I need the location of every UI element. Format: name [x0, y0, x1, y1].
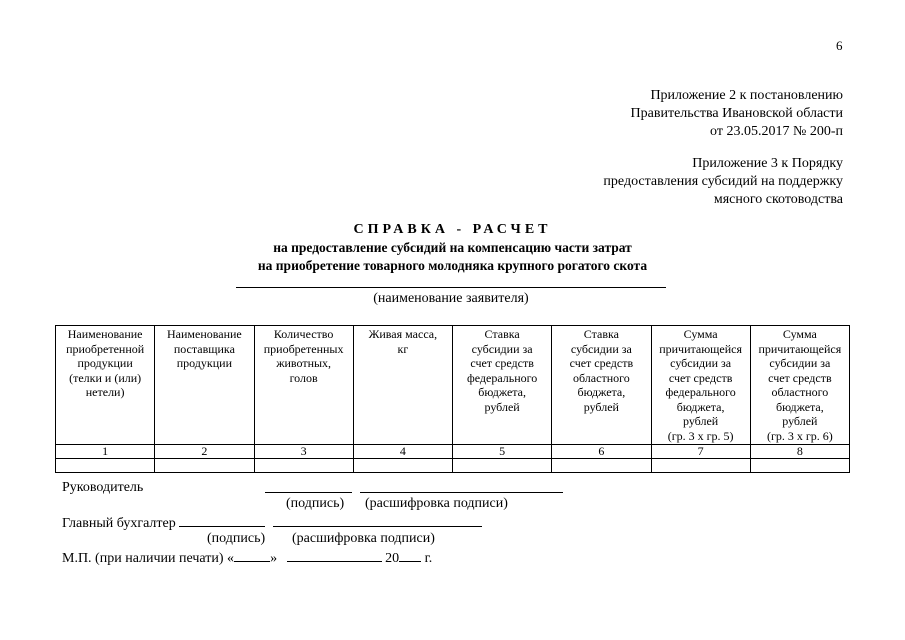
accountant-signature-caption: (подпись): [207, 531, 266, 546]
table-header-text: кг: [397, 341, 409, 356]
accountant-decoding-caption: (расшифровка подписи): [292, 531, 435, 546]
document-title: СПРАВКА - РАСЧЕТ: [353, 222, 552, 237]
table-header-text: голов: [289, 370, 318, 385]
table-header-text: федерального: [466, 370, 538, 385]
table-column-number: 5: [453, 445, 552, 459]
annex-2-line-1: Приложение 2 к постановлению: [650, 88, 843, 103]
table-column-number: 7: [651, 445, 750, 459]
month-blank: [287, 548, 382, 562]
annex-3-line-1: Приложение 3 к Порядку: [692, 156, 843, 171]
table-header-text: субсидии за: [570, 341, 632, 356]
table-header-text: областного: [573, 370, 630, 385]
table-empty-cell[interactable]: [254, 459, 353, 473]
table-header-text: рублей: [484, 399, 520, 414]
table-header-text: (гр. 3 х гр. 5): [667, 428, 734, 443]
table-header-text: субсидии за: [670, 356, 732, 370]
table-column-number: 1: [56, 445, 155, 459]
table-header-text: Ставка: [583, 327, 619, 341]
year-prefix: 20: [385, 551, 400, 566]
table-empty-row: [56, 459, 850, 473]
head-label: Руководитель: [62, 480, 144, 495]
table-header-cell: [353, 326, 452, 445]
head-decoding-caption: (расшифровка подписи): [365, 496, 508, 511]
table-header-text: бюджета,: [478, 385, 526, 399]
head-signature-caption: (подпись): [286, 496, 345, 511]
table-header-text: причитающейся: [659, 341, 743, 356]
table-column-number: 2: [155, 445, 254, 459]
table-header-text: федерального: [665, 385, 736, 399]
table-header-cell: [155, 326, 254, 445]
table-empty-cell[interactable]: [56, 459, 155, 473]
table-header-row: [56, 326, 850, 445]
table-header-text: приобретенной: [66, 341, 145, 356]
accountant-signature-line: [179, 513, 265, 527]
table-header-text: нетели): [85, 385, 125, 399]
table-empty-cell[interactable]: [750, 459, 849, 473]
table-column-number: 4: [353, 445, 452, 459]
table-header-cell: [56, 326, 155, 445]
table-header-text: (гр. 3 х гр. 6): [766, 428, 833, 443]
table-header-cell: [552, 326, 651, 445]
annex-3-block: [603, 155, 843, 209]
table-header-text: счет средств: [569, 356, 634, 370]
table-empty-cell[interactable]: [353, 459, 452, 473]
annex-2-line-3: от 23.05.2017 № 200-п: [710, 124, 843, 139]
table-header-cell: [750, 326, 849, 445]
table-header-cell: [453, 326, 552, 445]
document-subtitle-line-2: на приобретение товарного молодняка крупного рогатого скота: [257, 258, 648, 273]
annex-3-line-2: предоставления субсидий на поддержку: [603, 174, 843, 189]
table-header-text: областного: [771, 385, 829, 399]
seal-quote-close: »: [270, 551, 278, 566]
table-header-text: Живая масса,: [368, 327, 438, 341]
table-header-text: бюджета,: [676, 399, 725, 414]
head-signature-line: [265, 492, 352, 493]
table-empty-cell[interactable]: [453, 459, 552, 473]
table-header-cell: [651, 326, 750, 445]
head-decoding-line: [360, 492, 563, 493]
table-header-text: приобретенных: [263, 341, 344, 356]
accountant-label: Главный бухгалтер: [62, 516, 176, 531]
table-header-text: Ставка: [484, 327, 520, 341]
table-empty-cell[interactable]: [651, 459, 750, 473]
accountant-decoding-line: [273, 513, 482, 527]
table-header-text: Количество: [273, 327, 334, 341]
table-header-text: субсидии за: [471, 341, 533, 356]
annex-2-block: [631, 87, 843, 141]
table-header-text: поставщика: [173, 341, 235, 356]
table-header-text: Сумма: [683, 327, 718, 341]
table-column-numbers-row: [56, 445, 850, 459]
table-header-text: животных,: [276, 356, 332, 370]
table-header-text: счет средств: [768, 370, 832, 385]
table-header-text: бюджета,: [577, 385, 626, 399]
table-column-number: 8: [750, 445, 849, 459]
table-header-text: причитающейся: [758, 341, 842, 356]
table-header-text: Наименование: [67, 327, 143, 341]
table-header-text: рублей: [782, 414, 818, 428]
day-blank: [234, 548, 270, 562]
table-column-number: 6: [552, 445, 651, 459]
table-empty-cell[interactable]: [552, 459, 651, 473]
table-header-text: бюджета,: [776, 399, 824, 414]
applicant-caption: (наименование заявителя): [373, 291, 529, 306]
table-column-number: 3: [254, 445, 353, 459]
year-suffix: г.: [421, 551, 433, 566]
table-header-text: рублей: [683, 414, 719, 428]
table-header-text: рублей: [583, 399, 619, 414]
table-header-text: продукции: [77, 356, 133, 370]
table-header-text: Наименование: [166, 327, 242, 341]
table-header-text: продукции: [176, 356, 233, 370]
table-header-text: субсидии за: [769, 356, 831, 370]
table-header-text: счет средств: [668, 370, 733, 385]
table-header-text: Сумма: [782, 327, 817, 341]
table-header-cell: [254, 326, 353, 445]
page-number: 6: [836, 38, 843, 53]
table-empty-cell[interactable]: [155, 459, 254, 473]
annex-3-line-3: мясного скотоводства: [713, 192, 843, 207]
seal-date-row: [62, 548, 432, 567]
applicant-name-line: [236, 287, 666, 288]
table-header-text: (телки и (или): [69, 370, 142, 385]
year-blank: [399, 548, 421, 562]
subsidy-calculation-table: [55, 325, 850, 473]
table-header-text: счет средств: [470, 356, 534, 370]
annex-2-line-2: Правительства Ивановской области: [630, 106, 843, 121]
document-subtitle-line-1: на предоставление субсидий на компенсацию части затрат: [273, 240, 632, 255]
seal-label: М.П. (при наличии печати) «: [62, 551, 235, 566]
